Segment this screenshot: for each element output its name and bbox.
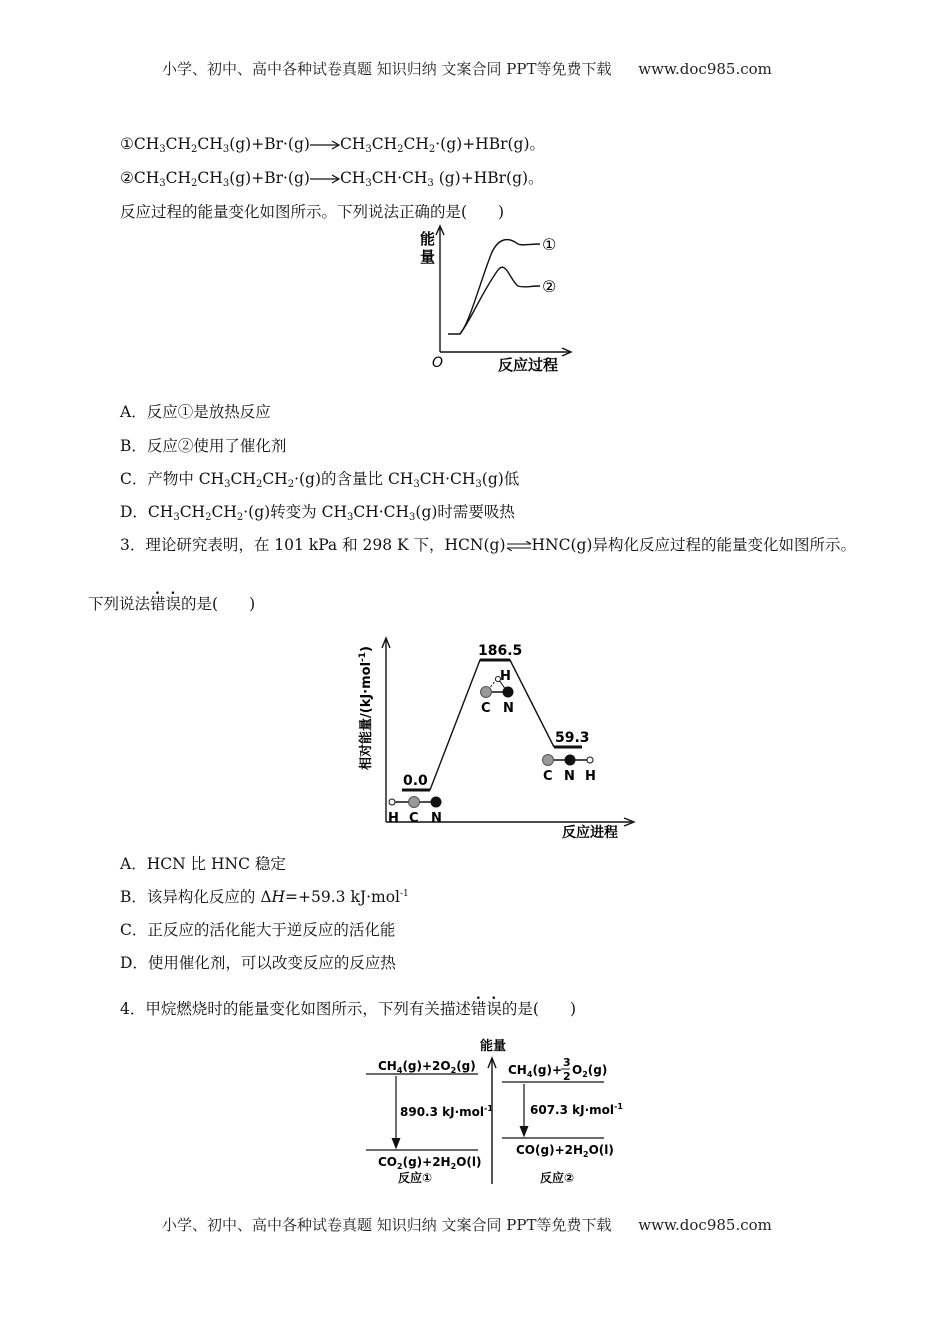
q2-origin: O bbox=[432, 355, 444, 371]
reaction-2: $②CH_3CH_2CH_3(g)+Br\cdot(g)$ $CH_3CH\cdot CH_3$ (g)+HBr(g)。 bbox=[120, 169, 544, 189]
footer-text: 小学、初中、高中各种试卷真题 知识归纳 文案合同 PPT等免费下载 bbox=[162, 1216, 612, 1234]
reaction-arrow-icon bbox=[310, 174, 340, 184]
q4-stem: 4．甲烷燃烧时的能量变化如图所示，下列有关描述错误的是( ) bbox=[120, 1000, 577, 1018]
atom-n-icon bbox=[565, 755, 576, 766]
q4-right-bottom: $CO(g)+2H_2O(l)$ bbox=[516, 1143, 614, 1159]
reaction-arrow-icon bbox=[310, 140, 340, 150]
atom-h-icon bbox=[587, 757, 593, 763]
svg-text:H: H bbox=[388, 811, 399, 826]
q4-left-value: 890.3 kJ·mol$^{-1}$ bbox=[400, 1104, 493, 1119]
atom-n-icon bbox=[431, 797, 442, 808]
q3-stem-line-2: 下列说法错误的是( ) bbox=[88, 595, 256, 613]
atom-c-icon bbox=[409, 797, 420, 808]
q3-stem-line-1: 3．理论研究表明，在 101 kPa 和 298 K 下，HCN(g) HNC(g)异构化反应过程的能量变化如图所示。 bbox=[120, 536, 856, 554]
header-text: 小学、初中、高中各种试卷真题 知识归纳 文案合同 PPT等免费下载 bbox=[162, 60, 612, 78]
q3-energy-diagram bbox=[350, 630, 640, 842]
page-header bbox=[162, 58, 772, 79]
q2-stem: 反应过程的能量变化如图所示。下列说法正确的是( ) bbox=[120, 203, 505, 221]
q2-option-d: D．$CH_3CH_2CH_2\cdot(g)$转变为 $CH_3CH\cdot CH_3(g)$时需要吸热 bbox=[120, 503, 515, 523]
atom-c-icon bbox=[543, 755, 554, 766]
q2-xlabel: 反应过程 bbox=[498, 356, 559, 374]
svg-text:C: C bbox=[543, 769, 553, 784]
page-footer bbox=[162, 1214, 772, 1235]
svg-text:N: N bbox=[564, 769, 575, 784]
q3-option-a: A．HCN 比 HNC 稳定 bbox=[120, 855, 286, 873]
q3-ylabel: 相对能量/(kJ·mol$^{-1}$) bbox=[358, 646, 374, 770]
q4-ylabel: 能量 bbox=[480, 1039, 507, 1054]
atom-n-icon bbox=[503, 687, 514, 698]
svg-text:H: H bbox=[500, 669, 511, 684]
q2-option-b: B．反应②使用了催化剂 bbox=[120, 437, 287, 455]
q3-option-b: B．该异构化反应的 ΔH=+59.3 kJ·mol$^{-1}$ bbox=[120, 888, 409, 906]
equilibrium-arrow-icon bbox=[506, 541, 532, 551]
q3-energy-59: 59.3 bbox=[555, 730, 590, 746]
q3-path bbox=[430, 660, 554, 790]
q2-energy-diagram bbox=[410, 222, 580, 374]
q3-xlabel: 反应进程 bbox=[562, 825, 618, 841]
q4-left-bottom: $CO_2(g)+2H_2O(l)$ bbox=[378, 1155, 482, 1171]
q2-curve-2-label: ② bbox=[542, 277, 557, 296]
q3-option-c: C．正反应的活化能大于逆反应的活化能 bbox=[120, 921, 396, 939]
q3-energy-186: 186.5 bbox=[478, 643, 523, 659]
svg-text:N: N bbox=[503, 701, 514, 716]
q2-ylabel-2: 量 bbox=[420, 248, 436, 266]
reaction-1: $①CH_3CH_2CH_3(g)+Br\cdot(g)$ $CH_3CH_2CH_2\cdot(g)+HBr(g)$。 bbox=[120, 135, 546, 155]
q4-energy-diagram bbox=[360, 1034, 630, 1190]
q4-frac-num: 3 bbox=[563, 1056, 571, 1069]
q2-option-a: A．反应①是放热反应 bbox=[120, 403, 271, 421]
svg-text:C: C bbox=[481, 701, 491, 716]
q4-right-top: $CH_4(g)+$ bbox=[508, 1063, 563, 1079]
q3-option-d: D．使用催化剂，可以改变反应的反应热 bbox=[120, 954, 396, 972]
q3-energy-0: 0.0 bbox=[403, 773, 428, 789]
q2-option-c: C．产物中 $CH_3CH_2CH_2\cdot(g)$的含量比 $CH_3CH\cdot CH_3(g)$低 bbox=[120, 470, 520, 490]
header-url: www.doc985.com bbox=[638, 60, 772, 78]
svg-text:C: C bbox=[409, 811, 419, 826]
q4-right-value: 607.3 kJ·mol$^{-1}$ bbox=[530, 1102, 623, 1117]
svg-text:H: H bbox=[585, 769, 596, 784]
q4-right-label: 反应② bbox=[540, 1171, 575, 1185]
q4-left-label: 反应① bbox=[398, 1171, 433, 1185]
svg-text:O2(g): $O_2(g)$ bbox=[572, 1063, 608, 1079]
svg-text:N: N bbox=[431, 811, 442, 826]
footer-url: www.doc985.com bbox=[638, 1216, 772, 1234]
q4-frac-den: 2 bbox=[563, 1070, 571, 1083]
atom-h-icon bbox=[389, 799, 395, 805]
q2-curve-2 bbox=[460, 267, 540, 334]
q4-left-top: $CH_4(g)+2O_2(g)$ bbox=[378, 1059, 476, 1075]
q2-curve-1-label: ① bbox=[542, 235, 557, 254]
q2-ylabel-1: 能 bbox=[420, 230, 436, 248]
atom-c-icon bbox=[481, 687, 492, 698]
